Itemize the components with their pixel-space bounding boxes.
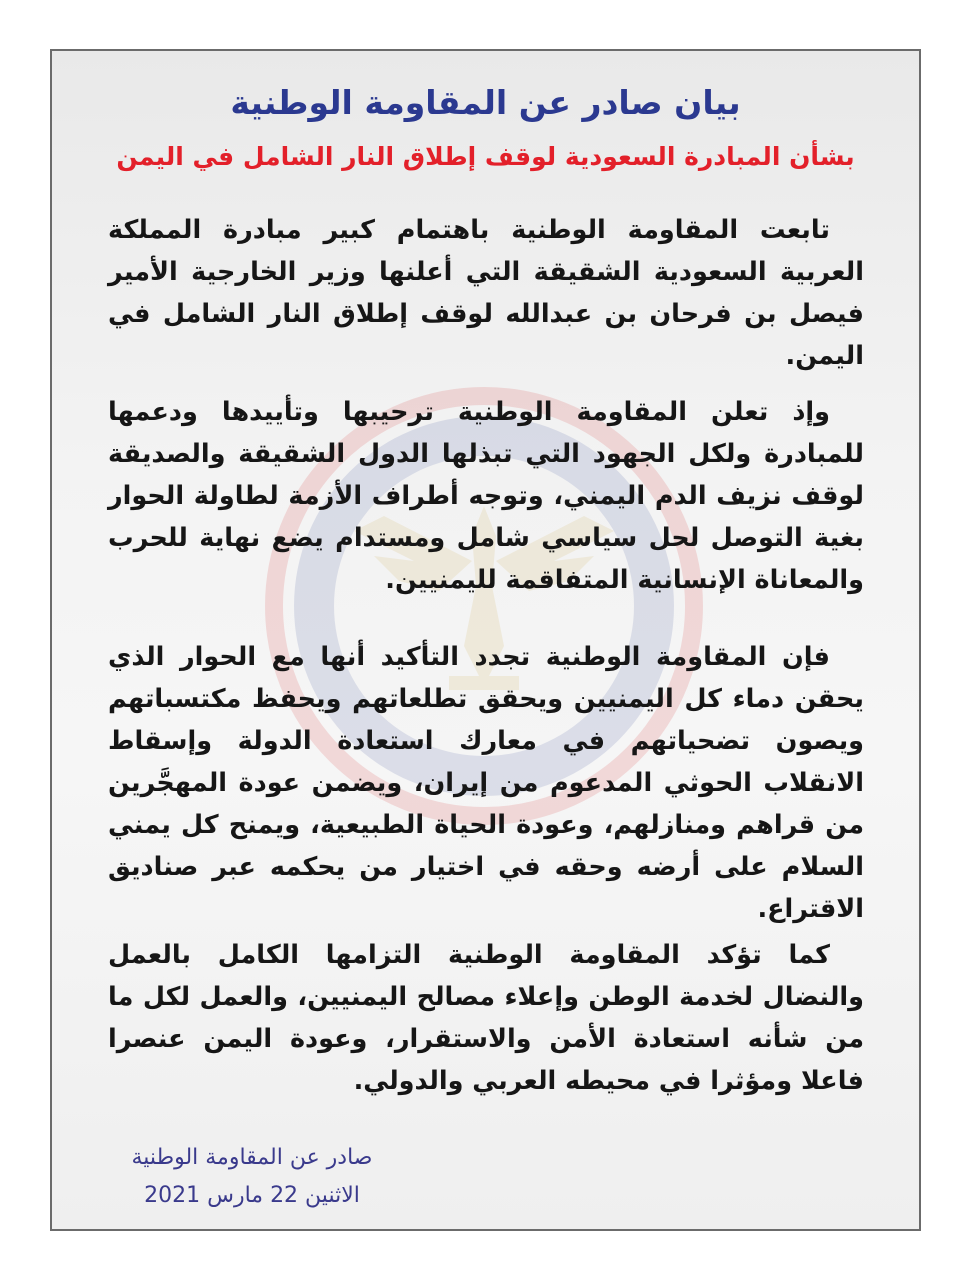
- statement-content: [52, 51, 919, 1229]
- paragraph-4: [108, 934, 864, 1102]
- paragraph-text: وإذ تعلن المقاومة الوطنية ترحيبها وتأييدها ودعمها للمبادرة ولكل الجهود التي تبذلها الدول الشقيقة والصديقة لوقف نزيف الدم اليمني، وتوجه أطراف الأزمة لطاولة الحوار بغية التوصل لحل سياسي شامل ومستدام يضع نهاية للحرب والمعاناة الإنسانية المتفاقمة لليمنيين.: [108, 397, 864, 595]
- statement-footer: [102, 1139, 402, 1215]
- statement-title: بيان صادر عن المقاومة الوطنية: [230, 83, 741, 122]
- statement-page: [50, 49, 921, 1231]
- paragraph-text: فإن المقاومة الوطنية تجدد التأكيد أنها مع الحوار الذي يحقن دماء كل اليمنيين ويحقق تطلعاتهم ويحفظ مكتسباتهم ويصون تضحياتهم في معارك استعادة الدولة وإسقاط الانقلاب الحوثي المدعوم من إيران، ويضمن عودة المهجَّرين من قراهم ومنازلهم، وعودة الحياة الطبيعية، ويمنح كل يمني السلام على أرضه وحقه في اختيار من يحكمه عبر صناديق الاقتراع.: [108, 642, 864, 924]
- paragraph-3: [108, 636, 864, 930]
- paragraph-1: [108, 209, 864, 377]
- paragraph-text: كما تؤكد المقاومة الوطنية التزامها الكامل بالعمل والنضال لخدمة الوطن وإعلاء مصالح اليمنيين، والعمل لكل ما من شأنه استعادة الأمن والاستقرار، وعودة اليمن عنصرا فاعلا ومؤثرا في محيطه العربي والدولي.: [108, 940, 864, 1096]
- paragraph-2: [108, 391, 864, 601]
- statement-subtitle: بشأن المبادرة السعودية لوقف إطلاق النار الشامل في اليمن: [116, 142, 855, 171]
- footer-date: الاثنين 22 مارس 2021: [144, 1183, 360, 1208]
- paragraph-text: تابعت المقاومة الوطنية باهتمام كبير مبادرة المملكة العربية السعودية الشقيقة التي أعلنها وزير الخارجية الأمير فيصل بن فرحان بن عبدالله لوقف إطلاق النار الشامل في اليمن.: [108, 215, 864, 371]
- footer-issuer: صادر عن المقاومة الوطنية: [131, 1145, 373, 1170]
